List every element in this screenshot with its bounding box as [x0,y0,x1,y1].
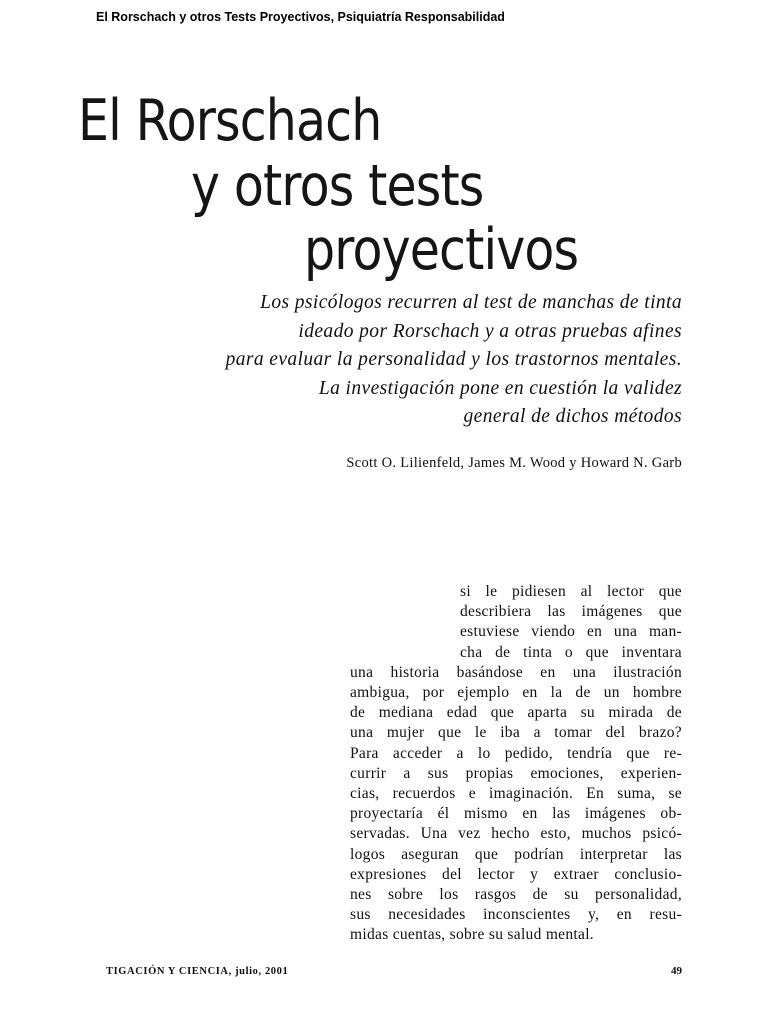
title-line-1: El Rorschach [78,88,382,154]
body-line: servadas. Una vez hecho esto, muchos psicó- [350,825,682,843]
body-line: nes sobre los rasgos de su personalidad, [350,886,682,904]
body-line: estuviese viendo en una man- [460,623,682,641]
article-authors: Scott O. Lilienfeld, James M. Wood y Howard N. Garb [346,455,682,471]
body-line: sus necesidades inconscientes y, en resu- [350,906,682,924]
body-line: logos aseguran que podrían interpretar las [350,845,682,863]
footer-publication: TIGACIÓN Y CIENCIA, julio, 2001 [106,966,289,977]
body-line: cha de tinta o que inventara [460,643,682,661]
deck-line: general de dichos métodos [463,406,682,427]
body-line: una historia basándose en una ilustración [350,663,682,681]
body-line: expresiones del lector y extraer conclusio- [350,865,682,883]
deck-line: para evaluar la personalidad y los trastornos mentales. [225,349,682,370]
body-line: si le pidiesen al lector que [460,583,682,600]
body-line: describiera las imágenes que [460,603,682,621]
body-line: Para acceder a lo pedido, tendría que re- [350,744,682,762]
deck-line: Los psicólogos recurren al test de manchas de tinta [260,292,682,313]
deck-line: La investigación pone en cuestión la validez [318,377,682,399]
body-line: cias, recuerdos e imaginación. En suma, se [350,785,682,803]
article-deck [162,289,682,432]
body-line: midas cuentas, sobre su salud mental. [350,926,594,944]
body-line: una mujer que le iba a tomar del brazo? [350,724,682,742]
deck-line: ideado por Rorschach y a otras pruebas afines [298,320,682,342]
title-line-3: proyectivos [304,217,579,283]
page-number: 49 [671,965,682,977]
body-line: currir a sus propias emociones, experien- [350,764,682,782]
body-line: de mediana edad que aparta su mirada de [350,704,682,722]
article-title [0,0,768,290]
article-body [350,582,682,946]
title-line-2: y otros tests [191,153,484,219]
body-line: proyectaría él mismo en las imágenes ob- [350,805,682,823]
document-header: El Rorschach y otros Tests Proyectivos, Psiquiatría Responsabilidad [96,10,505,24]
body-line: ambigua, por ejemplo en la de un hombre [350,684,682,702]
